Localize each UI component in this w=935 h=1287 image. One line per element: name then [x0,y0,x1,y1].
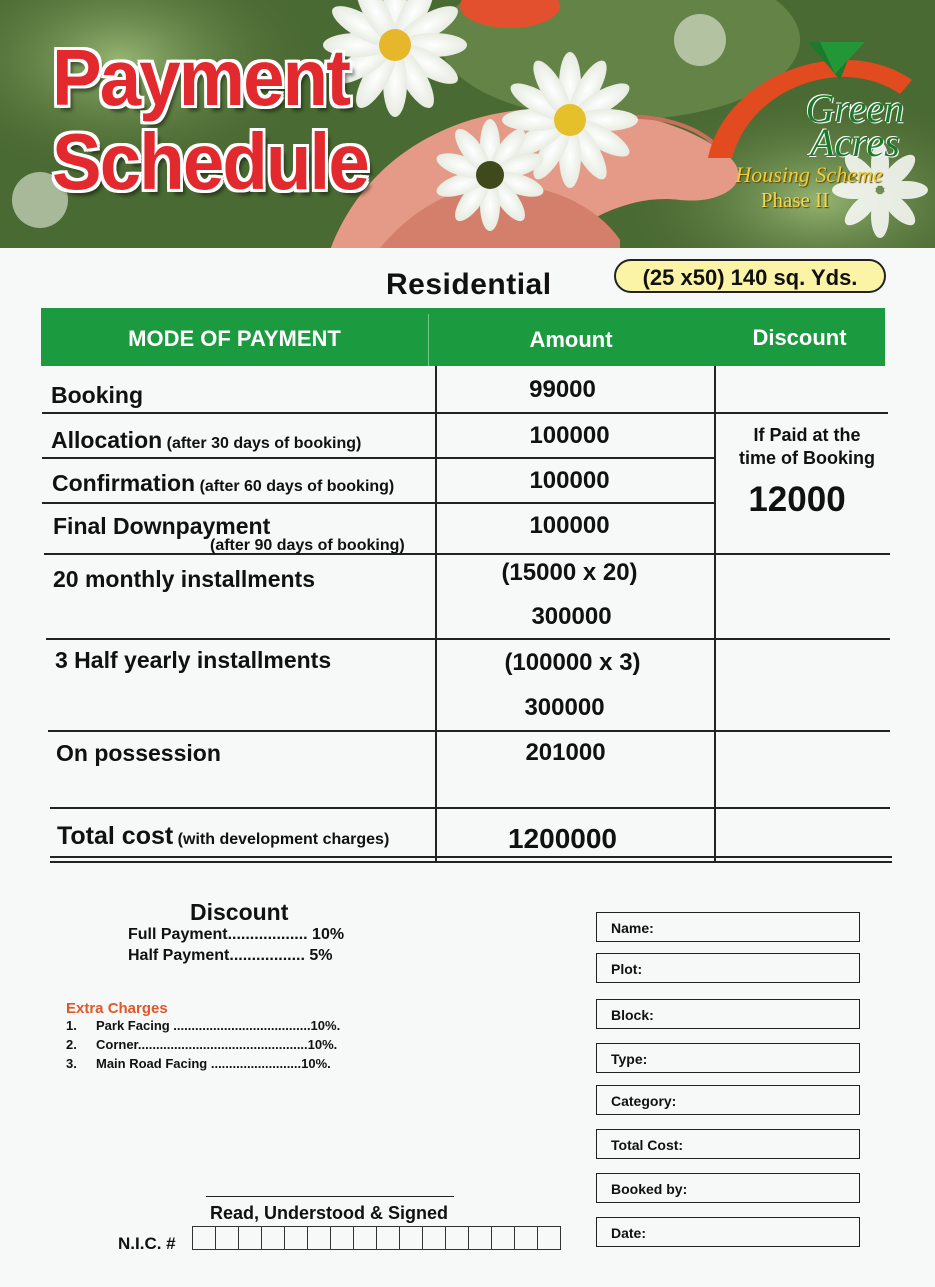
type-field[interactable]: Type: [596,1043,860,1073]
total-cost-field[interactable]: Total Cost: [596,1129,860,1159]
extra-charge-number: 1. [66,1018,77,1033]
row-amount-confirmation: 100000 [529,467,610,494]
row-label-on-possession: On possession [56,740,221,766]
nic-digit-box[interactable] [307,1226,331,1250]
row-label-half-yearly-installments: 3 Half yearly installments [55,647,332,673]
grid-line [42,502,716,504]
category-field[interactable]: Category: [596,1085,860,1115]
nic-digit-box[interactable] [445,1226,469,1250]
col-header-amount: Amount [529,327,613,352]
grid-line [42,457,716,459]
row-amount-half-yearly-installments: 300000 [524,694,605,721]
grid-line [44,553,890,555]
logo-text-acres: Acres [810,120,900,165]
logo-text-housing-scheme: Housing Scheme [735,162,883,187]
row-allocation [51,427,361,454]
row-label-final-downpayment: Final Downpayment [53,513,271,539]
block-field[interactable]: Block: [596,999,860,1029]
logo-text-green: Green [805,86,905,131]
nic-digit-box[interactable] [215,1226,239,1250]
nic-digit-box[interactable] [399,1226,423,1250]
row-confirmation [52,470,394,497]
row-note-confirmation: (after 60 days of booking) [199,478,395,495]
row-amount-allocation: 100000 [529,422,610,449]
nic-digit-box[interactable] [376,1226,400,1250]
grid-line [714,366,716,861]
header-banner [0,0,935,248]
row-formula-monthly-installments: (15000 x 20) [501,559,638,586]
discount-amount: 12000 [748,480,846,519]
row-label-confirmation: Confirmation [52,470,196,496]
page-title-line2: Schedule [52,117,368,206]
grid-line [42,412,888,414]
table-header [41,308,885,366]
row-label-monthly-installments: 20 monthly installments [53,566,316,592]
row-note-final-downpayment: (after 90 days of booking) [210,537,405,554]
extra-charge-text: Park Facing ......................................10%. [96,1018,341,1033]
page-title-line1: Payment [52,33,350,122]
nic-digit-box[interactable] [422,1226,446,1250]
row-amount-on-possession: 201000 [525,739,606,766]
col-header-mode: MODE OF PAYMENT [128,326,341,351]
plot-size-badge: (25 x50) 140 sq. Yds. [614,259,886,293]
nic-digit-box[interactable] [353,1226,377,1250]
nic-digit-box[interactable] [491,1226,515,1250]
nic-digit-box[interactable] [514,1226,538,1250]
nic-digit-box[interactable] [537,1226,561,1250]
discount-condition-line1: If Paid at the [753,425,861,445]
col-header-discount: Discount [752,325,847,350]
extra-charge-text: Main Road Facing .........................10%. [96,1056,331,1071]
discount-half-payment: Half Payment................. 5% [128,947,333,964]
nic-digit-box[interactable] [284,1226,308,1250]
nic-label: N.I.C. # [118,1234,176,1253]
row-total [57,822,389,851]
row-amount-total-cost: 1200000 [507,823,617,854]
category-heading: Residential [386,268,552,301]
extra-charges-heading: Extra Charges [66,1000,168,1017]
row-amount-final-downpayment: 100000 [529,512,610,539]
nic-digit-box[interactable] [238,1226,262,1250]
name-field[interactable]: Name: [596,912,860,942]
nic-digit-box[interactable] [261,1226,285,1250]
extra-charge-number: 2. [66,1037,77,1052]
grid-line [46,638,890,640]
plot-field[interactable]: Plot: [596,953,860,983]
row-label-allocation: Allocation [51,427,163,453]
discount-heading: Discount [190,899,289,925]
nic-digit-box[interactable] [468,1226,492,1250]
discount-full-payment: Full Payment.................. 10% [128,926,345,943]
nic-input[interactable] [193,1226,561,1250]
grid-line [50,856,892,858]
discount-condition-line2: time of Booking [739,448,875,468]
green-acres-logo [690,40,930,220]
row-amount-monthly-installments: 300000 [531,603,612,630]
row-amount-booking: 99000 [529,376,596,403]
date-field[interactable]: Date: [596,1217,860,1247]
extra-charge-number: 3. [66,1056,77,1071]
nic-digit-box[interactable] [192,1226,216,1250]
grid-line [50,861,892,863]
booked-by-field[interactable]: Booked by: [596,1173,860,1203]
row-label-total-cost: Total cost [57,822,174,850]
row-label-booking: Booking [51,382,143,408]
row-note-allocation: (after 30 days of booking) [166,435,362,452]
grid-line [50,807,890,809]
discount-condition [722,424,892,470]
extra-charge-text: Corner...............................................10%. [96,1037,338,1052]
signature-label: Read, Understood & Signed [210,1203,449,1223]
logo-text-phase: Phase II [760,188,830,212]
signature-line [206,1196,454,1197]
row-note-total-cost: (with development charges) [177,831,390,848]
row-formula-half-yearly-installments: (100000 x 3) [504,649,641,676]
nic-digit-box[interactable] [330,1226,354,1250]
grid-line [48,730,890,732]
